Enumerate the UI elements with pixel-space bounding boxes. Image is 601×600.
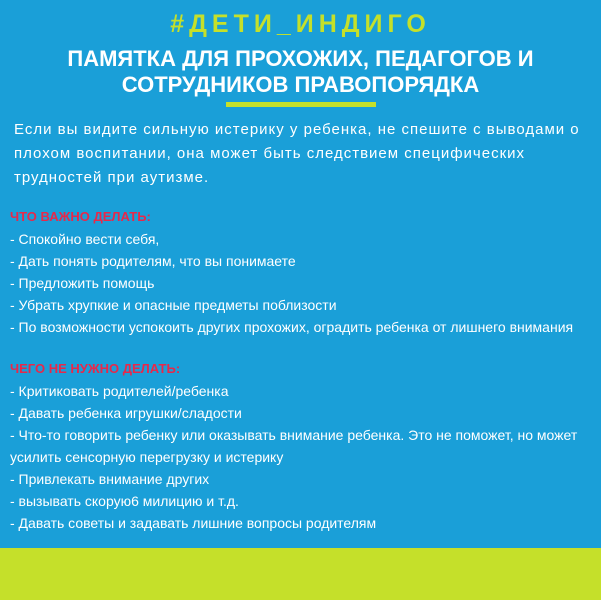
do-item: - Убрать хрупкие и опасные предметы поблизости: [10, 297, 337, 313]
dont-item: - вызывать скорую6 милицию и т.д.: [10, 493, 239, 509]
dont-item: - Давать советы и задавать лишние вопросы родителям: [10, 515, 377, 531]
do-item: - Дать понять родителям, что вы понимаете: [10, 253, 296, 269]
title-divider: [226, 102, 376, 107]
title-line-2: СОТРУДНИКОВ ПРАВОПОРЯДКА: [121, 72, 480, 97]
dont-item: - Критиковать родителей/ребенка: [10, 383, 229, 399]
do-section: [10, 206, 590, 338]
title-line-1: ПАМЯТКА ДЛЯ ПРОХОЖИХ, ПЕДАГОГОВ И: [67, 46, 534, 71]
dont-heading: ЧЕГО НЕ НУЖНО ДЕЛАТЬ:: [10, 361, 181, 376]
do-item: - Предложить помощь: [10, 275, 155, 291]
dont-item: - Что-то говорить ребенку или оказывать внимание ребенка. Это не поможет, но может усилить сенсорную перегрузку и истерику: [10, 427, 582, 465]
do-heading: ЧТО ВАЖНО ДЕЛАТЬ:: [10, 209, 151, 224]
do-item: - Спокойно вести себя,: [10, 231, 160, 247]
intro-text: Если вы видите сильную истерику у ребенка, не спешите с выводами о плохом воспитании, она может быть следствием специфических трудностей при аутизме.: [14, 121, 580, 186]
dont-item: - Давать ребенка игрушки/сладости: [10, 405, 242, 421]
dont-item: - Привлекать внимание других: [10, 471, 210, 487]
page-title: [0, 46, 601, 98]
hashtag: #ДЕТИ_ИНДИГО: [170, 10, 431, 38]
do-item: - По возможности успокоить других прохожих, оградить ребенка от лишнего внимания: [10, 319, 574, 335]
footer-band: [0, 548, 601, 600]
dont-section: [10, 358, 590, 534]
